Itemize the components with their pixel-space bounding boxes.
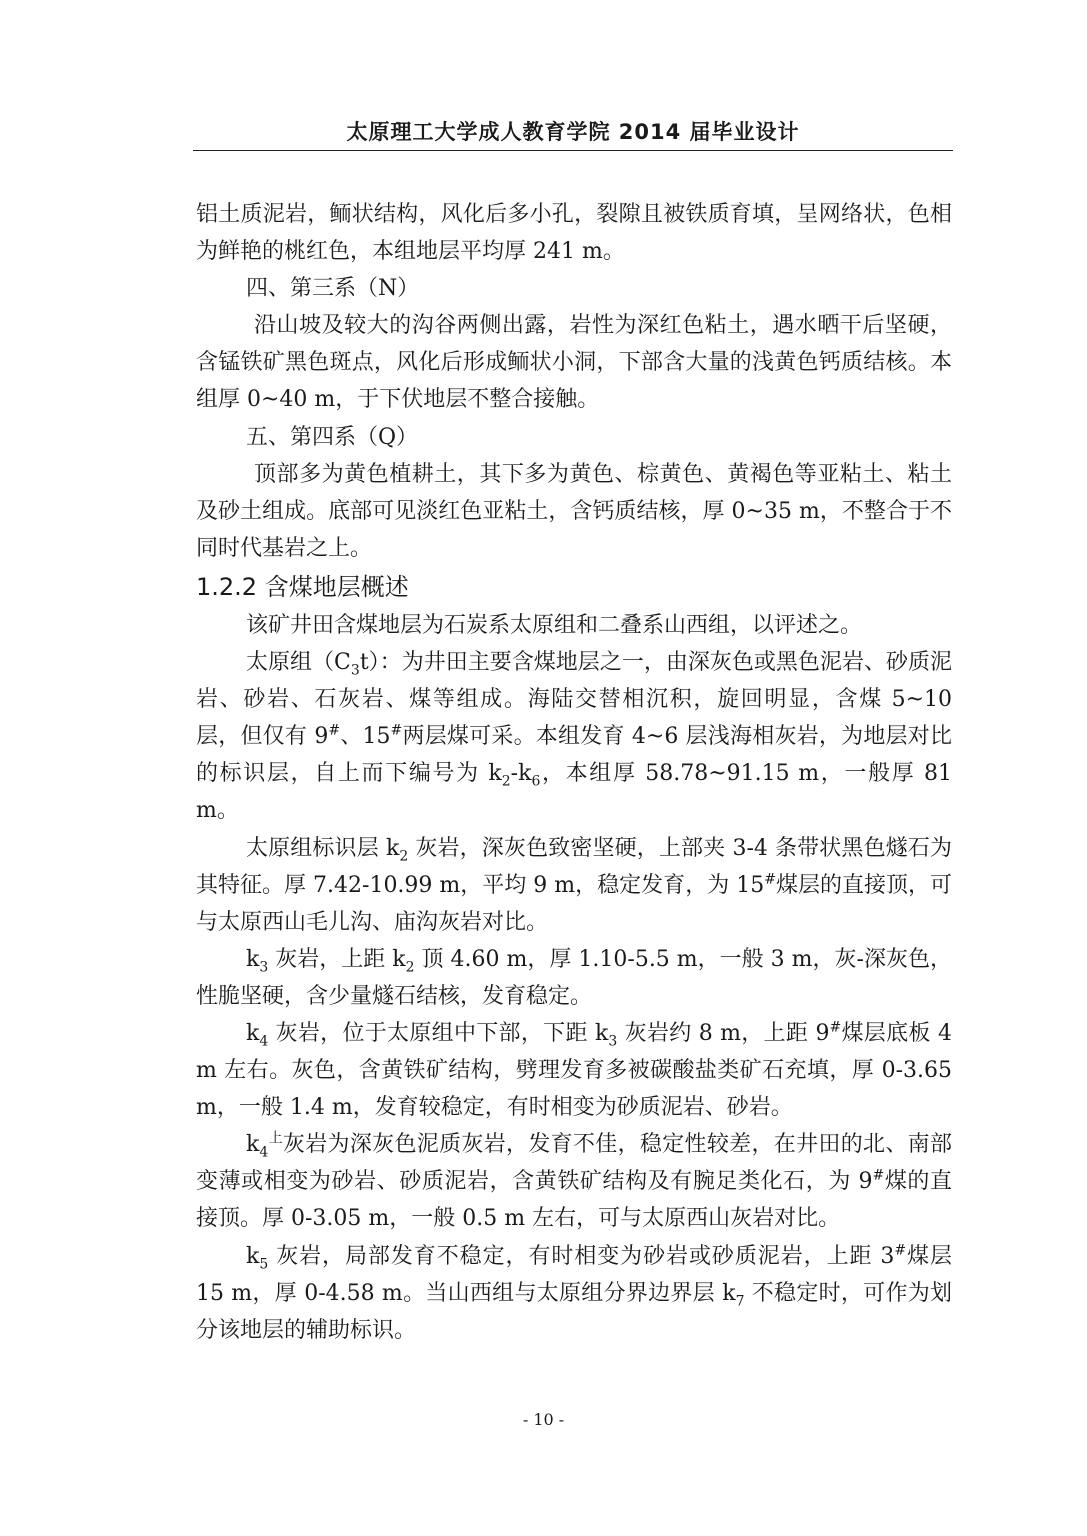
paragraph-k4: $k_4$ 灰岩，位于太原组中下部，下距 $k_3$ 灰岩约 8 m，上距 9#煤层底板 4 m 左右。灰色，含黄铁矿结构，劈理发育多被碳酸盐类矿石充填，厚 0-3.65 m，一般 1.4 m，发育较稳定，有时相变为砂质泥岩、砂岩。 — [196, 1019, 952, 1121]
paragraph-k5: $k_5$ 灰岩，局部发育不稳定，有时相变为砂岩或砂质泥岩，上距 3#煤层 15 m，厚 0-4.58 m。当山西组与太原组分界边界层 $k_7$ 不稳定时，可作为划分该地层的辅助标识。 — [196, 1242, 953, 1343]
paragraph-taiyuan: 太原组$(C_3t)$：为井田主要含煤地层之一，由深灰色或黑色泥岩、砂质泥岩、砂岩、石灰岩、煤等组成。海陆交替相沉积，旋回明显，含煤 5~10 层，但仅有 9#、15#两层煤可采。本组发育 4~6 层浅海相灰岩，为地层对比的标识层，自上而下编号为 $k_2-k_6$，本组厚 58.78~91.15 m，一般厚 81 m。 — [196, 650, 953, 824]
header-rule — [193, 150, 953, 151]
paragraph: 顶部多为黄色植耕土，其下多为黄色、棕黄色、黄褐色等亚粘土、粘土及砂土组成。底部可见淡红色亚粘土，含钙质结核，厚 0~35 m，不整合于不同时代基岩之上。 — [196, 461, 952, 561]
page-header: 太原理工大学成人教育学院 2014 届毕业设计 — [346, 120, 800, 144]
paragraph: 该矿井田含煤地层为石炭系太原组和二叠系山西组，以评述之。 — [246, 612, 863, 638]
paragraph-k2: 太原组标识层 $k_2$ 灰岩，深灰色致密坚硬，上部夹 3-4 条带状黑色燧石为其特征。厚 7.42-10.99 m，平均 9 m，稳定发育，为 15#煤层的直接顶，可与太原西山毛儿沟、庙沟灰岩对比。 — [196, 835, 952, 935]
paragraph: 沿山坡及较大的沟谷两侧出露，岩性为深红色粘土，遇水晒干后坚硬，含锰铁矿黑色斑点，风化后形成鲕状小洞，下部含大量的浅黄色钙质结核。本组厚 0~40 m，于下伏地层不整合接触。 — [196, 313, 952, 413]
section-heading: 1.2.2 含煤地层概述 — [196, 572, 409, 601]
document-body — [196, 196, 952, 1349]
paragraph-k3: $k_3$ 灰岩，上距 $k_2$ 顶 4.60 m，厚 1.10-5.5 m，一般 3 m，灰-深灰色，性脆坚硬，含少量燧石结核，发育稳定。 — [196, 946, 952, 1009]
section-title-quaternary: 五、第四系（Q） — [246, 424, 419, 450]
section-title-tertiary: 四、第三系（N） — [246, 276, 420, 302]
paragraph: 铝土质泥岩，鲕状结构，风化后多小孔，裂隙且被铁质育填，呈网络状，色相为鲜艳的桃红色，本组地层平均厚 241 m。 — [196, 202, 952, 265]
page-number: - 10 - — [522, 1410, 565, 1429]
paragraph-k4-upper: $k_4^上$灰岩为深灰色泥质灰岩，发育不佳，稳定性较差，在井田的北、南部变薄或相变为砂岩、砂质泥岩，含黄铁矿结构及有腕足类化石，为 9#煤的直接顶。厚 0-3.05 m，一般 0.5 m 左右，可与太原西山灰岩对比。 — [196, 1130, 953, 1232]
